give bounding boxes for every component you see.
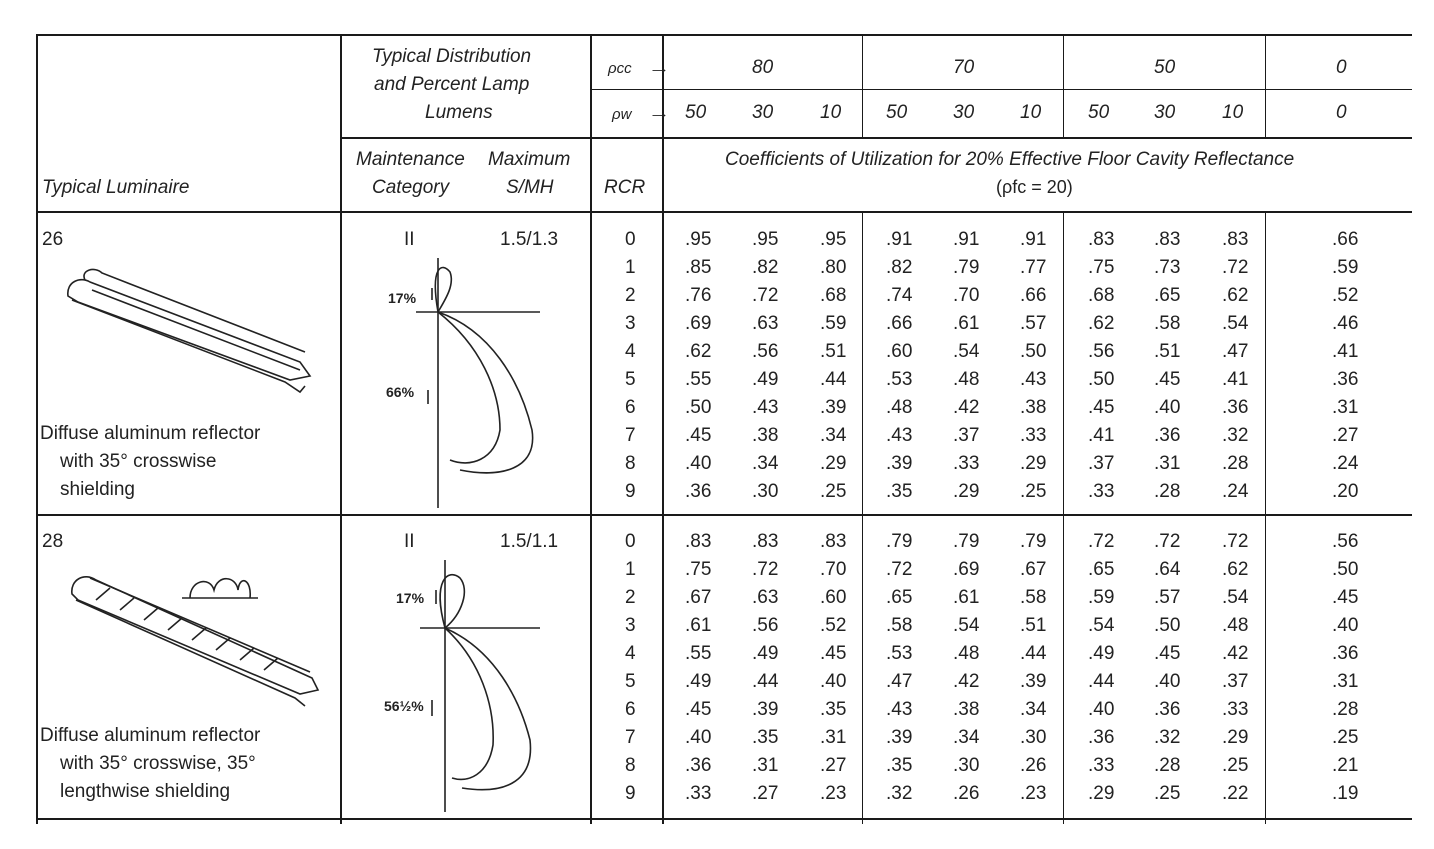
cu-value-cell: .32 <box>886 783 913 804</box>
cu-value-cell: .64 <box>1154 559 1181 580</box>
cu-value-cell: .34 <box>752 453 779 474</box>
cu-value-cell: .68 <box>1088 285 1115 306</box>
cu-value-cell: .51 <box>1020 615 1047 636</box>
rho-w-0-0: 0 <box>1336 102 1347 123</box>
rcr-value: 9 <box>625 783 636 804</box>
cu-value-cell: .22 <box>1222 783 1249 804</box>
cu-value-cell: .31 <box>820 727 847 748</box>
cu-value-cell: .50 <box>1088 369 1115 390</box>
cu-value-cell: .43 <box>886 425 913 446</box>
cu-value-cell: .55 <box>685 369 712 390</box>
cu-value-cell: .83 <box>820 531 847 552</box>
cu-value-cell: .45 <box>1154 369 1181 390</box>
cu-value-cell: .95 <box>685 229 712 250</box>
cu-value-cell: .40 <box>1088 699 1115 720</box>
cu-value-cell: .25 <box>1332 727 1359 748</box>
cu-value-cell: .63 <box>752 587 779 608</box>
cu-value-cell: .79 <box>1020 531 1047 552</box>
cu-value-cell: .58 <box>1154 313 1181 334</box>
cu-value-cell: .51 <box>1154 341 1181 362</box>
rcr-header: RCR <box>604 177 646 198</box>
cu-value-cell: .49 <box>752 643 779 664</box>
cu-value-cell: .72 <box>886 559 913 580</box>
cu-value-cell: .36 <box>1088 727 1115 748</box>
rcr-value: 3 <box>625 313 636 334</box>
cu-value-cell: .35 <box>820 699 847 720</box>
distribution-header-line3: Lumens <box>425 102 493 123</box>
cu-value-cell: .25 <box>1154 783 1181 804</box>
rcr-value: 0 <box>625 229 636 250</box>
cu-value-cell: .29 <box>1020 453 1047 474</box>
cu-value-cell: .48 <box>1222 615 1249 636</box>
cu-value-cell: .73 <box>1154 257 1181 278</box>
cu-value-cell: .49 <box>685 671 712 692</box>
rho-w-50-30: 30 <box>1154 102 1176 123</box>
rho-cc-80: 80 <box>752 57 774 78</box>
cu-value-cell: .31 <box>752 755 779 776</box>
cu-value-cell: .54 <box>1088 615 1115 636</box>
cu-value-cell: .40 <box>685 453 712 474</box>
cu-value-cell: .91 <box>1020 229 1047 250</box>
cu-value-cell: .30 <box>953 755 980 776</box>
cu-value-cell: .59 <box>1332 257 1359 278</box>
cu-value-cell: .25 <box>1020 481 1047 502</box>
cu-value-cell: .91 <box>886 229 913 250</box>
cu-value-cell: .47 <box>886 671 913 692</box>
rho-w-70-30: 30 <box>953 102 975 123</box>
cu-value-cell: .54 <box>953 341 980 362</box>
cu-value-cell: .42 <box>1222 643 1249 664</box>
cu-value-cell: .40 <box>820 671 847 692</box>
luminaire-number: 28 <box>42 531 64 552</box>
cu-value-cell: .41 <box>1222 369 1249 390</box>
cu-value-cell: .32 <box>1154 727 1181 748</box>
cu-value-cell: .20 <box>1332 481 1359 502</box>
luminaire-description-line: with 35° crosswise <box>60 451 217 472</box>
cu-value-cell: .33 <box>685 783 712 804</box>
cu-value-cell: .79 <box>953 531 980 552</box>
luminaire-description-line: shielding <box>60 479 135 500</box>
cu-value-cell: .28 <box>1222 453 1249 474</box>
cu-value-cell: .37 <box>1222 671 1249 692</box>
cu-value-cell: .83 <box>752 531 779 552</box>
cu-value-cell: .39 <box>1020 671 1047 692</box>
cu-value-cell: .36 <box>1332 369 1359 390</box>
maintenance-category: II <box>404 229 415 250</box>
cu-value-cell: .39 <box>752 699 779 720</box>
cu-value-cell: .33 <box>1020 425 1047 446</box>
cu-value-cell: .19 <box>1332 783 1359 804</box>
cu-value-cell: .56 <box>752 341 779 362</box>
rcr-value: 4 <box>625 643 636 664</box>
cu-value-cell: .29 <box>953 481 980 502</box>
cu-value-cell: .83 <box>1222 229 1249 250</box>
distribution-header-line2: and Percent Lamp <box>374 74 530 95</box>
cu-value-cell: .37 <box>953 425 980 446</box>
cu-value-cell: .82 <box>886 257 913 278</box>
cu-value-cell: .67 <box>685 587 712 608</box>
rho-w-arrow-icon: → <box>648 99 670 124</box>
cu-value-cell: .95 <box>752 229 779 250</box>
rho-cc-0: 0 <box>1336 57 1347 78</box>
cu-subtitle: (ρfc = 20) <box>996 177 1073 197</box>
luminaire-description-line: Diffuse aluminum reflector <box>40 725 261 746</box>
cu-value-cell: .36 <box>1332 643 1359 664</box>
rcr-value: 7 <box>625 727 636 748</box>
cu-value-cell: .67 <box>1020 559 1047 580</box>
cu-value-cell: .74 <box>886 285 913 306</box>
rho-w-label: ρw <box>612 106 632 123</box>
cu-value-cell: .33 <box>1088 481 1115 502</box>
cu-value-cell: .29 <box>1088 783 1115 804</box>
rho-w-50-10: 10 <box>1222 102 1244 123</box>
cu-value-cell: .34 <box>820 425 847 446</box>
cu-value-cell: .61 <box>953 313 980 334</box>
cu-value-cell: .43 <box>752 397 779 418</box>
cu-value-cell: .46 <box>1332 313 1359 334</box>
rho-cc-70: 70 <box>953 57 975 78</box>
rcr-value: 8 <box>625 453 636 474</box>
cu-value-cell: .25 <box>1222 755 1249 776</box>
cu-value-cell: .43 <box>886 699 913 720</box>
cu-value-cell: .72 <box>1222 531 1249 552</box>
maintenance-header-line1: Maintenance <box>356 149 465 170</box>
cu-value-cell: .83 <box>685 531 712 552</box>
luminaire-number: 26 <box>42 229 64 250</box>
cu-value-cell: .54 <box>1222 313 1249 334</box>
cu-value-cell: .52 <box>820 615 847 636</box>
cu-value-cell: .27 <box>820 755 847 776</box>
cu-value-cell: .39 <box>820 397 847 418</box>
cu-value-cell: .28 <box>1154 481 1181 502</box>
cu-value-cell: .72 <box>752 559 779 580</box>
cu-value-cell: .95 <box>820 229 847 250</box>
cu-value-cell: .32 <box>1222 425 1249 446</box>
cu-value-cell: .38 <box>953 699 980 720</box>
rcr-value: 7 <box>625 425 636 446</box>
cu-value-cell: .51 <box>820 341 847 362</box>
cu-value-cell: .57 <box>1020 313 1047 334</box>
cu-value-cell: .50 <box>1332 559 1359 580</box>
cu-value-cell: .72 <box>1088 531 1115 552</box>
rcr-value: 1 <box>625 257 636 278</box>
cu-value-cell: .65 <box>886 587 913 608</box>
cu-value-cell: .50 <box>685 397 712 418</box>
cu-value-cell: .30 <box>1020 727 1047 748</box>
cu-value-cell: .72 <box>1222 257 1249 278</box>
maintenance-header-line2: Category <box>372 177 450 198</box>
cu-value-cell: .62 <box>685 341 712 362</box>
distribution-header-line1: Typical Distribution <box>372 46 532 67</box>
cu-value-cell: .38 <box>752 425 779 446</box>
cu-value-cell: .24 <box>1332 453 1359 474</box>
rcr-value: 5 <box>625 369 636 390</box>
cu-value-cell: .23 <box>820 783 847 804</box>
cu-value-cell: .35 <box>886 481 913 502</box>
luminaire-description-line: lengthwise shielding <box>60 781 231 802</box>
luminaire-description-line: Diffuse aluminum reflector <box>40 423 261 444</box>
cu-value-cell: .36 <box>1154 425 1181 446</box>
cu-value-cell: .41 <box>1332 341 1359 362</box>
cu-value-cell: .40 <box>685 727 712 748</box>
cu-value-cell: .44 <box>1088 671 1115 692</box>
cu-value-cell: .31 <box>1154 453 1181 474</box>
cu-value-cell: .53 <box>886 643 913 664</box>
cu-value-cell: .35 <box>752 727 779 748</box>
cu-value-cell: .49 <box>752 369 779 390</box>
cu-value-cell: .54 <box>953 615 980 636</box>
maximum-header-line1: Maximum <box>488 149 571 170</box>
cu-value-cell: .36 <box>685 481 712 502</box>
cu-value-cell: .44 <box>1020 643 1047 664</box>
cu-value-cell: .69 <box>685 313 712 334</box>
cu-value-cell: .38 <box>1020 397 1047 418</box>
cu-value-cell: .28 <box>1332 699 1359 720</box>
cu-value-cell: .26 <box>1020 755 1047 776</box>
cu-value-cell: .54 <box>1222 587 1249 608</box>
cu-value-cell: .23 <box>1020 783 1047 804</box>
cu-value-cell: .45 <box>685 699 712 720</box>
cu-value-cell: .27 <box>752 783 779 804</box>
cu-value-cell: .69 <box>953 559 980 580</box>
cu-value-cell: .75 <box>685 559 712 580</box>
rcr-value: 1 <box>625 559 636 580</box>
cu-value-cell: .44 <box>752 671 779 692</box>
cu-value-cell: .66 <box>886 313 913 334</box>
cu-value-cell: .72 <box>752 285 779 306</box>
rcr-value: 6 <box>625 699 636 720</box>
cu-value-cell: .31 <box>1332 671 1359 692</box>
cu-value-cell: .68 <box>820 285 847 306</box>
rcr-value: 3 <box>625 615 636 636</box>
luminaire-description-line: with 35° crosswise, 35° <box>60 753 256 774</box>
typical-luminaire-header: Typical Luminaire <box>42 177 190 198</box>
cu-value-cell: .83 <box>1088 229 1115 250</box>
cu-value-cell: .56 <box>1088 341 1115 362</box>
cu-value-cell: .42 <box>953 397 980 418</box>
cu-value-cell: .53 <box>886 369 913 390</box>
cu-value-cell: .62 <box>1222 559 1249 580</box>
cu-value-cell: .47 <box>1222 341 1249 362</box>
cu-value-cell: .56 <box>752 615 779 636</box>
rcr-value: 8 <box>625 755 636 776</box>
cu-value-cell: .40 <box>1154 671 1181 692</box>
cu-value-cell: .25 <box>820 481 847 502</box>
cu-value-cell: .36 <box>1154 699 1181 720</box>
cu-value-cell: .45 <box>685 425 712 446</box>
cu-value-cell: .33 <box>953 453 980 474</box>
cu-value-cell: .50 <box>1020 341 1047 362</box>
cu-value-cell: .36 <box>685 755 712 776</box>
cu-value-cell: .42 <box>953 671 980 692</box>
max-smh: 1.5/1.3 <box>500 229 559 250</box>
cu-value-cell: .40 <box>1154 397 1181 418</box>
cu-value-cell: .60 <box>820 587 847 608</box>
cu-value-cell: .55 <box>685 643 712 664</box>
cu-value-cell: .60 <box>886 341 913 362</box>
cu-value-cell: .65 <box>1088 559 1115 580</box>
cu-value-cell: .44 <box>820 369 847 390</box>
cu-value-cell: .61 <box>953 587 980 608</box>
cu-value-cell: .34 <box>1020 699 1047 720</box>
cu-value-cell: .56 <box>1332 531 1359 552</box>
rho-w-80-10: 10 <box>820 102 842 123</box>
luminaire-fixture-icon <box>72 577 318 706</box>
rcr-value: 6 <box>625 397 636 418</box>
cu-value-cell: .45 <box>1088 397 1115 418</box>
cu-value-cell: .82 <box>752 257 779 278</box>
cu-value-cell: .65 <box>1154 285 1181 306</box>
cu-value-cell: .48 <box>886 397 913 418</box>
cu-value-cell: .28 <box>1154 755 1181 776</box>
cu-value-cell: .91 <box>953 229 980 250</box>
max-smh: 1.5/1.1 <box>500 531 559 552</box>
rho-w-80-30: 30 <box>752 102 774 123</box>
cu-value-cell: .59 <box>820 313 847 334</box>
cu-value-cell: .21 <box>1332 755 1359 776</box>
cu-value-cell: .24 <box>1222 481 1249 502</box>
cu-value-cell: .70 <box>820 559 847 580</box>
cu-value-cell: .26 <box>953 783 980 804</box>
rho-w-70-10: 10 <box>1020 102 1042 123</box>
down-light-percent: 56½% <box>384 698 424 714</box>
rho-cc-50: 50 <box>1154 57 1176 78</box>
cu-value-cell: .83 <box>1154 229 1181 250</box>
cu-value-cell: .45 <box>1332 587 1359 608</box>
cu-value-cell: .72 <box>1154 531 1181 552</box>
luminaire-fixture-icon <box>68 269 310 392</box>
cu-value-cell: .40 <box>1332 615 1359 636</box>
cu-value-cell: .58 <box>886 615 913 636</box>
cu-value-cell: .31 <box>1332 397 1359 418</box>
cu-value-cell: .36 <box>1222 397 1249 418</box>
rcr-value: 9 <box>625 481 636 502</box>
cu-value-cell: .63 <box>752 313 779 334</box>
cu-value-cell: .79 <box>953 257 980 278</box>
cu-value-cell: .39 <box>886 727 913 748</box>
cu-value-cell: .58 <box>1020 587 1047 608</box>
cu-value-cell: .59 <box>1088 587 1115 608</box>
cu-value-cell: .61 <box>685 615 712 636</box>
cu-title: Coefficients of Utilization for 20% Effective Floor Cavity Reflectance <box>725 149 1295 170</box>
candlepower-distribution-curve-icon <box>416 258 540 508</box>
cu-value-cell: .33 <box>1088 755 1115 776</box>
candlepower-distribution-curve-icon <box>420 560 540 812</box>
rcr-value: 2 <box>625 587 636 608</box>
cu-value-cell: .39 <box>886 453 913 474</box>
cu-value-cell: .75 <box>1088 257 1115 278</box>
cu-value-cell: .43 <box>1020 369 1047 390</box>
cu-value-cell: .52 <box>1332 285 1359 306</box>
cu-value-cell: .77 <box>1020 257 1047 278</box>
cu-value-cell: .48 <box>953 369 980 390</box>
rho-cc-label: ρcc <box>608 60 632 77</box>
cu-value-cell: .80 <box>820 257 847 278</box>
down-light-percent: 66% <box>386 384 415 400</box>
rcr-value: 2 <box>625 285 636 306</box>
cu-value-cell: .41 <box>1088 425 1115 446</box>
cu-value-cell: .35 <box>886 755 913 776</box>
rcr-value: 4 <box>625 341 636 362</box>
cu-value-cell: .66 <box>1332 229 1359 250</box>
rcr-value: 0 <box>625 531 636 552</box>
rho-w-80-50: 50 <box>685 102 707 123</box>
cu-value-cell: .37 <box>1088 453 1115 474</box>
cu-value-cell: .66 <box>1020 285 1047 306</box>
cu-value-cell: .85 <box>685 257 712 278</box>
cu-value-cell: .62 <box>1088 313 1115 334</box>
cu-value-cell: .45 <box>820 643 847 664</box>
cu-value-cell: .57 <box>1154 587 1181 608</box>
cu-value-cell: .29 <box>820 453 847 474</box>
up-light-percent: 17% <box>396 590 425 606</box>
cu-value-cell: .27 <box>1332 425 1359 446</box>
cu-value-cell: .62 <box>1222 285 1249 306</box>
cu-value-cell: .49 <box>1088 643 1115 664</box>
cu-value-cell: .29 <box>1222 727 1249 748</box>
cu-value-cell: .79 <box>886 531 913 552</box>
cu-value-cell: .45 <box>1154 643 1181 664</box>
rho-cc-arrow-icon: → <box>648 54 670 79</box>
rho-w-50-50: 50 <box>1088 102 1110 123</box>
cu-value-cell: .76 <box>685 285 712 306</box>
rho-w-70-50: 50 <box>886 102 908 123</box>
rcr-value: 5 <box>625 671 636 692</box>
cu-value-cell: .48 <box>953 643 980 664</box>
up-light-percent: 17% <box>388 290 417 306</box>
cu-value-cell: .70 <box>953 285 980 306</box>
cu-value-cell: .30 <box>752 481 779 502</box>
cu-value-cell: .33 <box>1222 699 1249 720</box>
cu-value-cell: .34 <box>953 727 980 748</box>
cu-value-cell: .50 <box>1154 615 1181 636</box>
maintenance-category: II <box>404 531 415 552</box>
maximum-header-line2: S/MH <box>506 177 554 198</box>
